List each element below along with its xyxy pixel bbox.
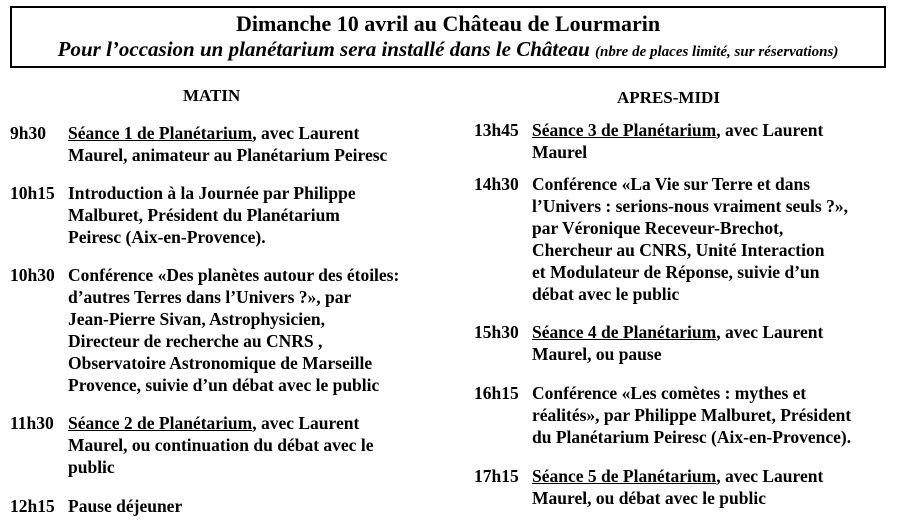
entry-description: Pause déjeuner [68,496,183,516]
entry-text [532,173,902,305]
entry-description: Introduction à la Journée par Philippe Malburet, Président du Planétarium Peiresc (Aix-en-Provence). [68,183,356,247]
entry-text [68,495,468,517]
entry-time: 10h15 [10,183,55,203]
subtitle-note: (nbre de places limité, sur réservations) [595,44,839,60]
entry-text [68,412,468,478]
entry-time: 13h45 [474,120,519,140]
entry-description: , avec Laurent Maurel, ou pause [532,322,824,364]
entry-description: , avec Laurent Maurel, ou débat avec le public [532,466,824,508]
entry-text [68,122,468,166]
entry-text [532,119,902,163]
entry-description: Conférence «La Vie sur Terre et dans l’Univers : serions-nous vraiment seuls ?», par Véronique Receveur-Brechot, Chercheur au CNRS, Unité Interaction et Modulateur de Réponse, suivie d’un débat avec le public [532,174,848,304]
afternoon-heading: APRES-MIDI [617,88,720,107]
entry-description: , avec Laurent Maurel, animateur au Planétarium Peiresc [68,123,388,165]
entry-time: 17h15 [474,466,519,486]
entry-time: 10h30 [10,265,55,285]
subtitle-main: Pour l’occasion un planétarium sera installé dans le Château [57,37,590,61]
event-subtitle [12,37,884,65]
session-title: Séance 5 de Planétarium [532,466,717,486]
entry-text [532,382,902,448]
entry-time: 12h15 [10,496,55,516]
entry-text [68,182,468,248]
event-title: Dimanche 10 avril au Château de Lourmarin [235,11,661,36]
entry-time: 9h30 [10,123,46,143]
entry-time: 14h30 [474,174,519,194]
session-title: Séance 1 de Planétarium [68,123,253,143]
entry-text [532,465,902,509]
entry-text [68,264,468,396]
session-title: Séance 2 de Planétarium [68,413,253,433]
entry-description: Conférence «Des planètes autour des étoiles: d’autres Terres dans l’Univers ?», par Jean-Pierre Sivan, Astrophysicien, Directeur de recherche au CNRS , Observatoire Astronomique de Marseille Provence, suivie d’un débat avec le public [68,265,400,395]
session-title: Séance 3 de Planétarium [532,120,717,140]
header-box [10,6,886,68]
entry-description: , avec Laurent Maurel, ou continuation du débat avec le public [68,413,374,477]
entry-time: 11h30 [10,413,54,433]
session-title: Séance 4 de Planétarium [532,322,717,342]
entry-text [532,321,902,365]
entry-description: , avec Laurent Maurel [532,120,824,162]
entry-description: Conférence «Les comètes : mythes et réalités», par Philippe Malburet, Président du Planétarium Peiresc (Aix-en-Provence). [532,383,852,447]
entry-time: 16h15 [474,383,519,403]
morning-heading: MATIN [183,86,241,105]
entry-time: 15h30 [474,322,519,342]
